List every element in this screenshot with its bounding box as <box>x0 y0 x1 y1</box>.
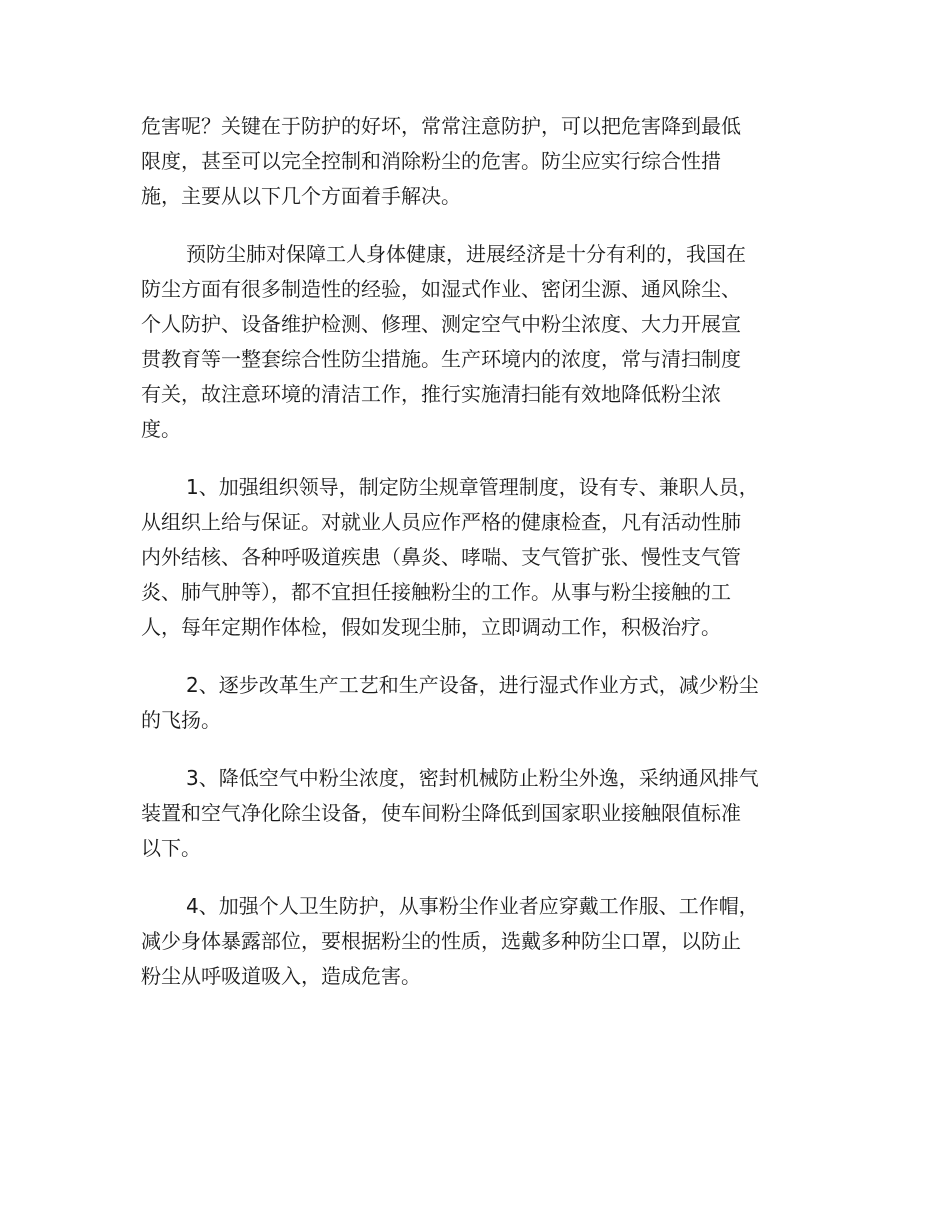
paragraph-line: 人，每年定期作体检，假如发现尘肺，立即调动工作，积极治疗。 <box>141 615 721 639</box>
paragraph-line: 3、降低空气中粉尘浓度，密封机械防止粉尘外逸，采纳通风排气 <box>186 766 759 790</box>
paragraph-line: 从组织上给与保证。对就业人员应作严格的健康检查，凡有活动性肺 <box>141 510 741 534</box>
paragraph-line: 防尘方面有很多制造性的经验，如湿式作业、密闭尘源、通风除尘、 <box>141 277 741 301</box>
paragraph-line: 度。 <box>141 417 181 441</box>
paragraph-line: 危害呢？关键在于防护的好坏，常常注意防护，可以把危害降到最低 <box>141 114 741 138</box>
paragraph-line: 4、加强个人卫生防护，从事粉尘作业者应穿戴工作服、工作帽， <box>186 894 759 918</box>
paragraph-line: 炎、肺气肿等），都不宜担任接触粉尘的工作。从事与粉尘接触的工 <box>141 580 731 604</box>
paragraph-line: 个人防护、设备维护检测、修理、测定空气中粉尘浓度、大力开展宣 <box>141 312 741 336</box>
paragraph-line: 预防尘肺对保障工人身体健康，进展经济是十分有利的，我国在 <box>186 242 746 266</box>
paragraph-line: 有关，故注意环境的清洁工作，推行实施清扫能有效地降低粉尘浓 <box>141 382 721 406</box>
paragraph-line: 施，主要从以下几个方面着手解决。 <box>141 184 461 208</box>
paragraph-line: 以下。 <box>141 836 201 860</box>
paragraph-line: 装置和空气净化除尘设备，使车间粉尘降低到国家职业接触限值标准 <box>141 801 741 825</box>
paragraph-line: 1、加强组织领导，制定防尘规章管理制度，设有专、兼职人员， <box>186 475 759 499</box>
paragraph-line: 2、逐步改革生产工艺和生产设备，进行湿式作业方式，减少粉尘 <box>186 673 759 697</box>
paragraph-line: 粉尘从呼吸道吸入，造成危害。 <box>141 964 421 988</box>
paragraph-line: 贯教育等一整套综合性防尘措施。生产环境内的浓度，常与清扫制度 <box>141 347 741 371</box>
paragraph-line: 限度，甚至可以完全控制和消除粉尘的危害。防尘应实行综合性措 <box>141 149 721 173</box>
paragraph-line: 内外结核、各种呼吸道疾患（鼻炎、哮喘、支气管扩张、慢性支气管 <box>141 545 741 569</box>
paragraph-line: 减少身体暴露部位，要根据粉尘的性质，选戴多种防尘口罩，以防止 <box>141 929 741 953</box>
paragraph-line: 的飞扬。 <box>141 708 221 732</box>
